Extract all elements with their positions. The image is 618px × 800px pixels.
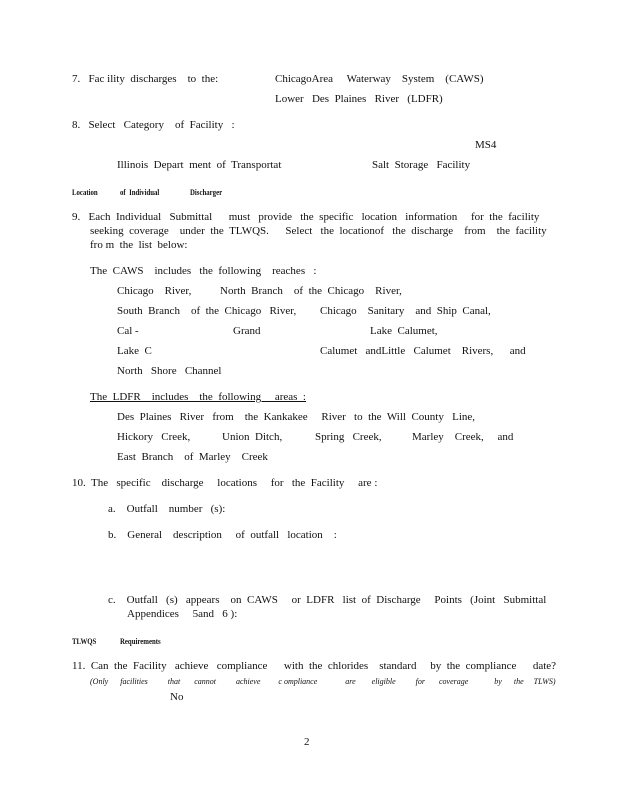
caws-reach-north-shore-channel[interactable]: North Shore Channel (117, 365, 222, 377)
ldfr-area-east-branch-marley[interactable]: East Branch of Marley Creek (117, 451, 268, 463)
section-tlwqs-heading-2: Requirements (120, 637, 161, 646)
caws-reach-chicago-river[interactable]: Chicago River, (117, 285, 192, 297)
page-number: 2 (304, 736, 310, 748)
ldfr-area-des-plaines-river[interactable]: Des Plaines River from the Kankakee River to the Will County Line, (117, 411, 476, 423)
caws-reach-lake-calumet[interactable]: Lake Calumet, (370, 325, 438, 337)
caws-reach-sanitary-ship-canal[interactable]: Chicago Sanitary and Ship Canal, (320, 305, 491, 317)
caws-reach-calumet-rivers[interactable]: Calumet andLittle Calumet Rivers, and (320, 345, 526, 357)
item10-general-description-field[interactable]: b. General description of outfall location : (108, 529, 337, 541)
item10-outfall-appears-line-2: Appendices 5and 6 ): (127, 608, 238, 620)
caws-reach-grand[interactable]: Grand (233, 325, 261, 337)
item8-option-salt-storage[interactable]: Salt Storage Facility (372, 159, 471, 171)
item9-line-1: 9. Each Individual Submittal must provide the specific location information for the facility (72, 211, 540, 223)
item7-option-caws[interactable]: ChicagoArea Waterway System (CAWS) (275, 73, 484, 85)
caws-reach-north-branch[interactable]: North Branch of the Chicago River, (220, 285, 402, 297)
item7-label: 7. Fac ility discharges to the: (72, 73, 219, 85)
ldfr-area-marley-creek[interactable]: Marley Creek, and (412, 431, 514, 443)
section-location-heading-1: Location (72, 188, 98, 197)
item8-option-ms4[interactable]: MS4 (475, 139, 497, 151)
ldfr-area-spring-creek[interactable]: Spring Creek, (315, 431, 382, 443)
caws-header: The CAWS includes the following reaches : (90, 265, 317, 277)
item8-option-idot[interactable]: Illinois Depart ment of Transportat (117, 159, 282, 171)
item11-answer-no[interactable]: No (170, 691, 184, 703)
item9-line-2: seeking coverage under the TLWQS. Select the locationof the discharge from the facility (90, 225, 547, 237)
ldfr-area-union-ditch[interactable]: Union Ditch, (222, 431, 283, 443)
item7-option-ldfr[interactable]: Lower Des Plaines River (LDFR) (275, 93, 443, 105)
section-location-heading-3: Discharger (190, 188, 223, 197)
caws-reach-lake-c[interactable]: Lake C (117, 345, 152, 357)
section-tlwqs-heading-1: TLWQS (72, 637, 97, 646)
item11-label: 11. Can the Facility achieve compliance with the chlorides standard by the compliance date? (72, 660, 557, 672)
caws-reach-cal[interactable]: Cal - (117, 325, 139, 337)
caws-reach-south-branch[interactable]: South Branch of the Chicago River, (117, 305, 297, 317)
item10-label: 10. The specific discharge locations for the Facility are : (72, 477, 378, 489)
item8-label: 8. Select Category of Facility : (72, 119, 235, 131)
item9-line-3: fro m the list below: (90, 239, 188, 251)
item10-outfall-number-field[interactable]: a. Outfall number (s): (108, 503, 226, 515)
item11-eligibility-note: (Only facilities that cannot achieve c ompliance are eligible for coverage by the TLWS) (90, 677, 556, 686)
ldfr-header: The LDFR includes the following areas : (90, 391, 306, 403)
ldfr-area-hickory-creek[interactable]: Hickory Creek, (117, 431, 191, 443)
item10-outfall-appears-line-1[interactable]: c. Outfall (s) appears on CAWS or LDFR list of Discharge Points (Joint Submittal (108, 594, 547, 606)
section-location-heading-2: of Individual (120, 188, 160, 197)
